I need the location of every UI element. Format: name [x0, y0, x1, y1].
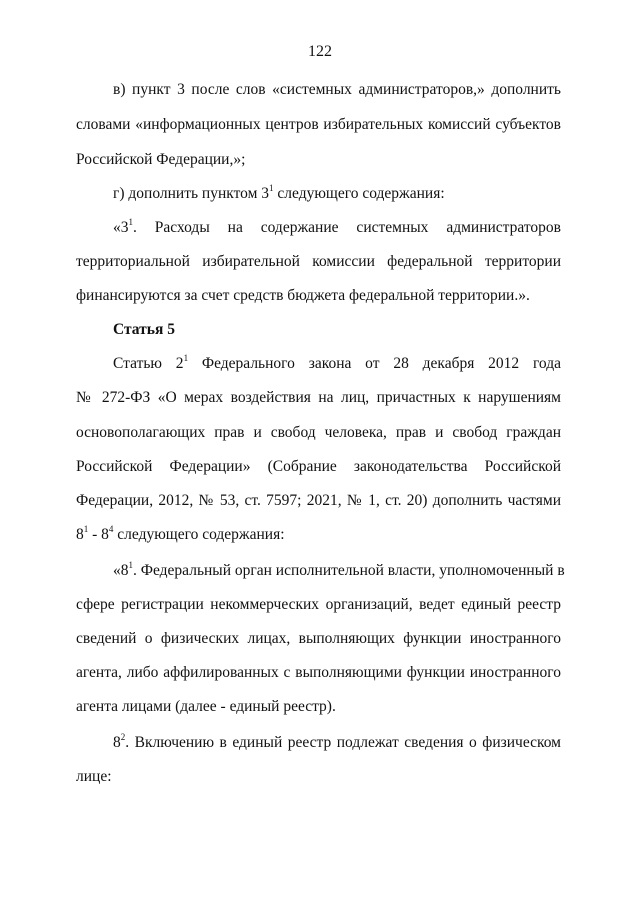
- superscript: 1: [83, 524, 89, 534]
- superscript: 1: [269, 183, 274, 193]
- text-line: сведений о физических лицах, выполняющих функции иностранного: [76, 630, 561, 647]
- text-line: в) пункт 3 после слов «системных администраторов,» дополнить: [113, 81, 561, 98]
- text-line: № 272-ФЗ «О мерах воздействия на лиц, причастных к нарушениям: [76, 389, 561, 406]
- text-line: территориальной избирательной комиссии федеральной территории: [76, 253, 561, 270]
- superscript: 1: [128, 217, 133, 227]
- text-line: лице:: [76, 768, 112, 785]
- text-line: $8^2$. Включению в единый реестр подлежат сведения о физическом: [113, 732, 561, 751]
- superscript: 2: [120, 732, 126, 742]
- text-line: основополагающих прав и свобод человека, прав и свобод граждан: [76, 424, 561, 441]
- page-number: 122: [308, 43, 332, 60]
- superscript: 1: [183, 353, 189, 363]
- text-line: сфере регистрации некоммерческих организаций, ведет единый реестр: [76, 596, 561, 613]
- text-line: «$8^1$. Федеральный орган исполнительной власти, уполномоченный в: [113, 560, 565, 579]
- text-line: словами «информационных центров избирательных комиссий субъектов: [76, 116, 561, 133]
- superscript: 1: [128, 560, 133, 570]
- article-heading: Статья 5: [113, 321, 175, 338]
- text-line: Федерации, 2012, № 53, ст. 7597; 2021, № 1, ст. 20) дополнить частями: [76, 492, 561, 509]
- text-line: агента, либо аффилированных с выполняющими функции иностранного: [76, 664, 561, 681]
- superscript: 4: [108, 524, 114, 534]
- text-line: агента лицами (далее - единый реестр).: [76, 698, 336, 715]
- text-line: финансируются за счет средств бюджета федеральной территории.».: [76, 287, 530, 304]
- text-line: г) дополнить пунктом $3^1$ следующего содержания:: [113, 183, 445, 202]
- text-line: $8^1 - 8^4$ следующего содержания:: [76, 524, 285, 543]
- text-line: Статью $2^1$ Федерального закона от 28 декабря 2012 года: [113, 353, 561, 372]
- text-line: «$3^1$. Расходы на содержание системных администраторов: [113, 217, 561, 236]
- text-line: Российской Федерации» (Собрание законодательства Российской: [76, 458, 561, 475]
- text-line: Российской Федерации,»;: [76, 151, 246, 168]
